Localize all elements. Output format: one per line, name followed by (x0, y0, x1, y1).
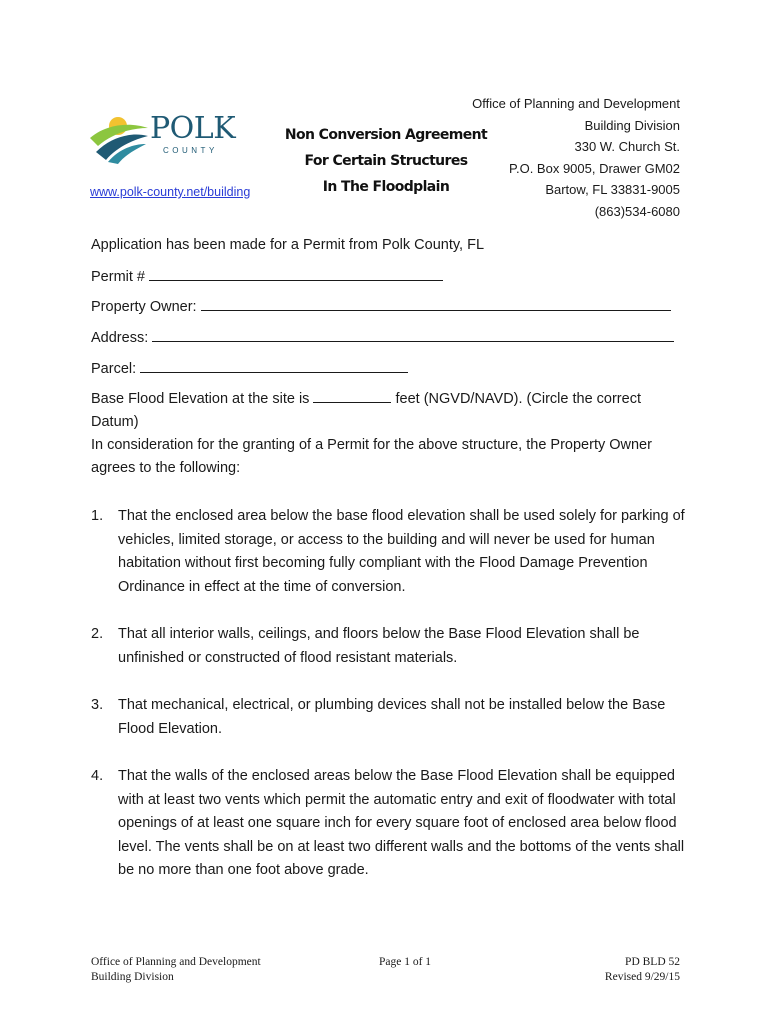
list-item-2 (91, 623, 691, 670)
office-line-1: Office of Planning and Development (472, 96, 680, 111)
parcel-label: Parcel: (91, 361, 137, 377)
parcel-blank[interactable] (140, 358, 408, 373)
list-item-1 (91, 505, 691, 599)
bfe-paragraph (91, 388, 691, 434)
item-number: 2. (91, 626, 104, 642)
footer-division: Building Division (91, 971, 174, 983)
footer-revised: Revised 9/29/15 (604, 971, 680, 983)
office-line-6: (863)534-6080 (594, 203, 680, 219)
owner-label: Property Owner: (91, 299, 197, 315)
item-text: That the walls of the enclosed areas below the Base Flood Elevation shall be equipped with at least two vents which permit the automatic entry and exit of floodwater with total openings of at least one square inch for every square foot of enclosed area below flood level. The vents shall be on at least two different walls and the bottoms of the vents shall be no more than one foot above grade. (118, 768, 685, 878)
bfe-text-before: Base Flood Elevation at the site is (91, 391, 310, 407)
list-item-4 (91, 765, 691, 883)
permit-row (91, 266, 443, 287)
item-number: 1. (91, 508, 104, 524)
item-text: That all interior walls, ceilings, and floors below the Base Flood Elevation shall be unfinished or constructed of flood resistant materials. (118, 626, 640, 666)
office-address (472, 93, 680, 222)
office-line-5: Bartow, FL 33831-9005 (545, 182, 680, 197)
footer-left (91, 955, 261, 985)
footer-right (605, 955, 680, 985)
office-line-2: Building Division (584, 117, 680, 133)
office-line-4: P.O. Box 9005, Drawer GM02 (508, 160, 680, 176)
address-label: Address: (91, 330, 149, 346)
owner-blank[interactable] (201, 296, 671, 311)
intro-text: Application has been made for a Permit from Polk County, FL (91, 237, 485, 253)
footer-page-number: Page 1 of 1 (378, 956, 432, 968)
consideration-paragraph: In consideration for the granting of a Permit for the above structure, the Property Owner agrees to the following: (91, 437, 652, 476)
item-number: 4. (91, 768, 104, 784)
permit-blank[interactable] (149, 266, 443, 281)
item-text: That the enclosed area below the base flood elevation shall be used solely for parking of vehicles, limited storage, or access to the building and will never be used for human habitation without first becoming fully compliant with the Flood Damage Prevention Ordinance in effect at the time of conversion. (118, 508, 685, 595)
logo-name: POLK (150, 111, 236, 146)
item-text: That mechanical, electrical, or plumbing devices shall not be installed below the Base Flood Elevation. (118, 697, 666, 737)
permit-label: Permit # (91, 269, 145, 285)
title-line-2: For Certain Structures (304, 153, 468, 169)
bfe-text-after: feet (NGVD/NAVD). (Circle the correct Datum) (91, 391, 641, 430)
office-line-3: 330 W. Church St. (574, 139, 680, 154)
address-row (91, 327, 674, 348)
footer-office: Office of Planning and Development (91, 956, 261, 968)
list-item-3 (91, 694, 691, 741)
owner-row (91, 296, 671, 317)
title-line-3: In The Floodplain (322, 179, 450, 195)
parcel-row (91, 358, 408, 379)
document-title (270, 122, 502, 200)
bfe-blank[interactable] (313, 388, 391, 403)
footer-form-code: PD BLD 52 (625, 956, 680, 968)
title-line-1: Non Conversion Agreement (284, 127, 488, 143)
website-link[interactable]: www.polk-county.net/building (90, 185, 251, 199)
item-number: 3. (91, 697, 104, 713)
logo-subtitle: COUNTY (163, 146, 218, 155)
address-blank[interactable] (152, 327, 674, 342)
